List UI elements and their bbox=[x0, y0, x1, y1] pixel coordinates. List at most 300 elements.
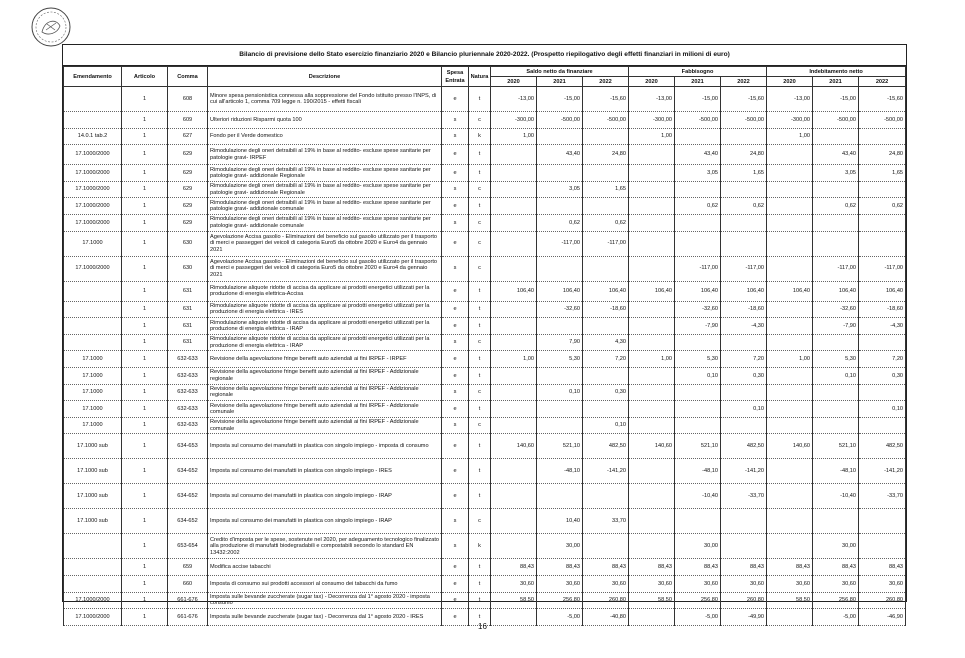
cell-natura: t bbox=[469, 145, 491, 165]
cell-descrizione: Imposta sul consumo dei manufatti in plastica con singolo impiego - IRAP bbox=[208, 484, 442, 509]
cell-value: -15,00 bbox=[537, 87, 583, 112]
cell-value bbox=[491, 198, 537, 215]
cell-value: 0,62 bbox=[537, 214, 583, 231]
cell-value bbox=[813, 334, 859, 351]
cell-value bbox=[629, 145, 675, 165]
cell-descrizione: Modifica accise tabacchi bbox=[208, 559, 442, 576]
cell-value: -117,00 bbox=[537, 231, 583, 256]
cell-natura: k bbox=[469, 534, 491, 559]
cell-value: 88,43 bbox=[537, 559, 583, 576]
cell-value: 3,05 bbox=[537, 181, 583, 198]
table-row bbox=[64, 181, 906, 198]
cell-comma: 632-633 bbox=[168, 351, 208, 368]
cell-value: 1,00 bbox=[629, 351, 675, 368]
cell-value bbox=[491, 509, 537, 534]
cell-value: 256,80 bbox=[537, 592, 583, 609]
cell-value bbox=[583, 401, 629, 418]
cell-descrizione: Imposta sul consumo dei manufatti in plastica con singolo impiego - IRAP bbox=[208, 509, 442, 534]
cell-natura: c bbox=[469, 334, 491, 351]
cell-value: 30,60 bbox=[491, 575, 537, 592]
header-year: 2021 bbox=[537, 77, 583, 87]
cell-value bbox=[721, 128, 767, 145]
cell-comma: 634-652 bbox=[168, 509, 208, 534]
cell-value bbox=[629, 334, 675, 351]
cell-comma: 634-653 bbox=[168, 434, 208, 459]
cell-articolo: 1 bbox=[122, 575, 168, 592]
cell-value bbox=[537, 256, 583, 281]
cell-descrizione: Rimodulazione aliquote ridotte di accisa da applicare ai prodotti energetici utilizzati per la produzione di energia elettrica - IRAP bbox=[208, 334, 442, 351]
cell-value: -18,60 bbox=[721, 301, 767, 318]
cell-value: -7,90 bbox=[813, 318, 859, 335]
cell-value: 1,00 bbox=[491, 351, 537, 368]
cell-value: -48,10 bbox=[537, 459, 583, 484]
cell-value: -15,00 bbox=[813, 87, 859, 112]
cell-descrizione: Imposta sul consumo dei manufatti in plastica con singolo impiego - imposta di consumo bbox=[208, 434, 442, 459]
cell-value: 1,65 bbox=[721, 165, 767, 182]
cell-natura: c bbox=[469, 214, 491, 231]
cell-value: 88,43 bbox=[491, 559, 537, 576]
cell-value bbox=[767, 417, 813, 434]
cell-comma: 629 bbox=[168, 198, 208, 215]
table-row bbox=[64, 534, 906, 559]
cell-value: 0,10 bbox=[721, 401, 767, 418]
cell-value: -141,20 bbox=[721, 459, 767, 484]
cell-value: 5,30 bbox=[813, 351, 859, 368]
cell-value: 30,60 bbox=[629, 575, 675, 592]
cell-value: -141,20 bbox=[859, 459, 906, 484]
cell-comma: 629 bbox=[168, 181, 208, 198]
cell-value bbox=[767, 509, 813, 534]
cell-articolo: 1 bbox=[122, 198, 168, 215]
cell-comma: 632-633 bbox=[168, 384, 208, 401]
cell-value: 106,40 bbox=[813, 281, 859, 301]
table-sheet bbox=[62, 44, 907, 620]
cell-value bbox=[767, 384, 813, 401]
cell-articolo: 1 bbox=[122, 231, 168, 256]
cell-natura: c bbox=[469, 231, 491, 256]
cell-value: -117,00 bbox=[675, 256, 721, 281]
cell-value bbox=[583, 128, 629, 145]
cell-emendamento: 17.1000 sub bbox=[64, 459, 122, 484]
cell-value bbox=[629, 231, 675, 256]
cell-value: 1,00 bbox=[629, 128, 675, 145]
cell-value: -117,00 bbox=[583, 231, 629, 256]
cell-descrizione: Rimodulazione degli oneri detraibili al 19% in base al reddito- escluse spese sanitarie per patologie gravi- addizionale Regionale bbox=[208, 181, 442, 198]
cell-value: -15,60 bbox=[721, 87, 767, 112]
cell-value bbox=[537, 128, 583, 145]
header-natura: Natura bbox=[469, 67, 491, 87]
cell-value bbox=[675, 214, 721, 231]
cell-value bbox=[767, 256, 813, 281]
cell-value bbox=[491, 214, 537, 231]
table-row bbox=[64, 417, 906, 434]
cell-articolo: 1 bbox=[122, 484, 168, 509]
cell-value: 88,43 bbox=[629, 559, 675, 576]
cell-value: 106,40 bbox=[537, 281, 583, 301]
cell-emendamento: 17.1000 sub bbox=[64, 434, 122, 459]
cell-articolo: 1 bbox=[122, 459, 168, 484]
cell-value: 260,80 bbox=[583, 592, 629, 609]
cell-articolo: 1 bbox=[122, 281, 168, 301]
cell-descrizione: Agevolazione Accisa gasolio - Eliminazioni del beneficio sul gasolio utilizzato per il trasporto di merci e passeggeri dei veicoli di categoria Euro5 da ottobre 2020 e Euro4 da gennaio 2021 bbox=[208, 231, 442, 256]
cell-emendamento: 17.1000 sub bbox=[64, 509, 122, 534]
cell-value: -141,20 bbox=[583, 459, 629, 484]
cell-value: 0,62 bbox=[813, 198, 859, 215]
cell-value bbox=[813, 214, 859, 231]
cell-value: -40,80 bbox=[583, 609, 629, 626]
cell-natura: c bbox=[469, 112, 491, 129]
header-emendamento: Emendamento bbox=[64, 67, 122, 87]
header-spesa-entrata: Spesa Entrata bbox=[442, 67, 469, 87]
cell-value: 24,80 bbox=[859, 145, 906, 165]
cell-value: -33,70 bbox=[721, 484, 767, 509]
cell-value: -15,00 bbox=[675, 87, 721, 112]
cell-descrizione: Imposta sulle bevande zuccherate (sugar tax) - Decorrenza dal 1° agosto 2020 - imposta consumo bbox=[208, 592, 442, 609]
cell-value: 24,80 bbox=[583, 145, 629, 165]
cell-value: 30,60 bbox=[675, 575, 721, 592]
cell-value bbox=[721, 214, 767, 231]
cell-value: 0,10 bbox=[583, 417, 629, 434]
cell-value: 30,60 bbox=[767, 575, 813, 592]
cell-emendamento: 17.1000/2000 bbox=[64, 198, 122, 215]
cell-value bbox=[675, 401, 721, 418]
cell-comma: 630 bbox=[168, 231, 208, 256]
cell-spesa-entrata: e bbox=[442, 609, 469, 626]
cell-value: -117,00 bbox=[721, 256, 767, 281]
cell-value bbox=[859, 181, 906, 198]
cell-value bbox=[491, 384, 537, 401]
table-row bbox=[64, 112, 906, 129]
cell-value: -15,60 bbox=[859, 87, 906, 112]
cell-value: -18,60 bbox=[859, 301, 906, 318]
financial-effects-table bbox=[63, 66, 906, 626]
cell-spesa-entrata: e bbox=[442, 318, 469, 335]
cell-spesa-entrata: s bbox=[442, 509, 469, 534]
cell-value bbox=[859, 231, 906, 256]
cell-value bbox=[537, 198, 583, 215]
cell-value bbox=[583, 198, 629, 215]
header-descrizione: Descrizione bbox=[208, 67, 442, 87]
table-row bbox=[64, 231, 906, 256]
cell-spesa-entrata: e bbox=[442, 559, 469, 576]
cell-value bbox=[491, 334, 537, 351]
cell-value: 1,65 bbox=[859, 165, 906, 182]
cell-comma: 632-633 bbox=[168, 367, 208, 384]
cell-emendamento: 14.0.1 tab.2 bbox=[64, 128, 122, 145]
cell-value bbox=[629, 384, 675, 401]
cell-value: 106,40 bbox=[629, 281, 675, 301]
cell-articolo: 1 bbox=[122, 256, 168, 281]
cell-value: 30,60 bbox=[537, 575, 583, 592]
cell-spesa-entrata: s bbox=[442, 534, 469, 559]
cell-value bbox=[859, 214, 906, 231]
cell-descrizione: Ulteriori riduzioni Risparmi quota 100 bbox=[208, 112, 442, 129]
cell-value bbox=[813, 384, 859, 401]
cell-emendamento: 17.1000 sub bbox=[64, 484, 122, 509]
cell-value bbox=[629, 198, 675, 215]
cell-natura: t bbox=[469, 301, 491, 318]
cell-value: 260,80 bbox=[859, 592, 906, 609]
cell-value bbox=[491, 256, 537, 281]
cell-value: 30,60 bbox=[721, 575, 767, 592]
header-comma: Comma bbox=[168, 67, 208, 87]
cell-value bbox=[629, 256, 675, 281]
cell-natura: t bbox=[469, 575, 491, 592]
cell-value bbox=[629, 417, 675, 434]
cell-emendamento bbox=[64, 318, 122, 335]
cell-value bbox=[767, 231, 813, 256]
cell-value bbox=[491, 459, 537, 484]
cell-value: -33,70 bbox=[859, 484, 906, 509]
cell-descrizione: Revisione della agevolazione fringe benefit auto aziendali ai fini IRPEF - Addizionale comunale bbox=[208, 401, 442, 418]
cell-value: 106,40 bbox=[675, 281, 721, 301]
cell-spesa-entrata: e bbox=[442, 434, 469, 459]
cell-value bbox=[491, 231, 537, 256]
cell-value: -300,00 bbox=[767, 112, 813, 129]
header-year: 2022 bbox=[721, 77, 767, 87]
cell-value bbox=[629, 214, 675, 231]
cell-natura: t bbox=[469, 198, 491, 215]
cell-articolo: 1 bbox=[122, 384, 168, 401]
cell-value bbox=[629, 459, 675, 484]
cell-emendamento bbox=[64, 575, 122, 592]
cell-value: 58,50 bbox=[629, 592, 675, 609]
table-row bbox=[64, 575, 906, 592]
cell-value: -300,00 bbox=[491, 112, 537, 129]
cell-value bbox=[491, 301, 537, 318]
cell-articolo: 1 bbox=[122, 128, 168, 145]
cell-articolo: 1 bbox=[122, 367, 168, 384]
table-row bbox=[64, 145, 906, 165]
cell-value: 30,60 bbox=[583, 575, 629, 592]
cell-natura: t bbox=[469, 401, 491, 418]
cell-value: -49,90 bbox=[721, 609, 767, 626]
cell-natura: t bbox=[469, 459, 491, 484]
cell-emendamento: 17.1000 bbox=[64, 384, 122, 401]
cell-value: -4,30 bbox=[721, 318, 767, 335]
cell-emendamento bbox=[64, 334, 122, 351]
table-row bbox=[64, 459, 906, 484]
cell-descrizione: Minore spesa pensionistica connessa alla soppressione del Fondo istituito presso l'INPS, di cui all'articolo 1, comma 709 legge n. 190/2015 - effetti fiscali bbox=[208, 87, 442, 112]
cell-value: 0,30 bbox=[721, 367, 767, 384]
cell-value bbox=[859, 384, 906, 401]
cell-value: 106,40 bbox=[583, 281, 629, 301]
cell-value bbox=[767, 165, 813, 182]
cell-comma: 629 bbox=[168, 214, 208, 231]
table-row bbox=[64, 256, 906, 281]
cell-value bbox=[491, 367, 537, 384]
cell-spesa-entrata: e bbox=[442, 145, 469, 165]
cell-value: 58,50 bbox=[491, 592, 537, 609]
cell-value: -46,90 bbox=[859, 609, 906, 626]
cell-spesa-entrata: e bbox=[442, 231, 469, 256]
cell-natura: t bbox=[469, 592, 491, 609]
cell-value bbox=[491, 484, 537, 509]
cell-value: -117,00 bbox=[859, 256, 906, 281]
header-year: 2022 bbox=[583, 77, 629, 87]
cell-value: 0,62 bbox=[721, 198, 767, 215]
cell-natura: t bbox=[469, 318, 491, 335]
cell-value: 140,60 bbox=[491, 434, 537, 459]
cell-value: 24,80 bbox=[721, 145, 767, 165]
table-row bbox=[64, 484, 906, 509]
cell-value: -13,00 bbox=[767, 87, 813, 112]
cell-comma: 629 bbox=[168, 145, 208, 165]
cell-value bbox=[767, 459, 813, 484]
cell-value bbox=[675, 334, 721, 351]
cell-value bbox=[859, 128, 906, 145]
cell-value: 88,43 bbox=[859, 559, 906, 576]
cell-value: 106,40 bbox=[721, 281, 767, 301]
cell-value: -300,00 bbox=[629, 112, 675, 129]
cell-emendamento: 17.1000/2000 bbox=[64, 214, 122, 231]
cell-descrizione: Rimodulazione degli oneri detraibili al 19% in base al reddito- escluse spese sanitarie per patologie gravi- addizionale comunale bbox=[208, 214, 442, 231]
header-year: 2020 bbox=[491, 77, 537, 87]
cell-value bbox=[813, 128, 859, 145]
cell-value: 0,10 bbox=[813, 367, 859, 384]
cell-articolo: 1 bbox=[122, 609, 168, 626]
cell-emendamento: 17.1000 bbox=[64, 417, 122, 434]
cell-value bbox=[629, 401, 675, 418]
cell-value: 10,40 bbox=[537, 509, 583, 534]
cell-emendamento: 17.1000/2000 bbox=[64, 592, 122, 609]
cell-value bbox=[491, 181, 537, 198]
cell-value bbox=[491, 534, 537, 559]
cell-value bbox=[721, 181, 767, 198]
cell-value: 1,00 bbox=[491, 128, 537, 145]
cell-value bbox=[767, 145, 813, 165]
cell-value: 256,80 bbox=[813, 592, 859, 609]
cell-comma: 632-633 bbox=[168, 417, 208, 434]
cell-value: -13,00 bbox=[629, 87, 675, 112]
cell-value bbox=[767, 301, 813, 318]
emblem-stamp-icon bbox=[30, 6, 72, 48]
cell-value: 0,62 bbox=[859, 198, 906, 215]
cell-value: 43,40 bbox=[537, 145, 583, 165]
cell-spesa-entrata: s bbox=[442, 112, 469, 129]
cell-natura: t bbox=[469, 87, 491, 112]
cell-spesa-entrata: e bbox=[442, 198, 469, 215]
header-fabbisogno: Fabbisogno bbox=[629, 67, 767, 77]
table-row bbox=[64, 592, 906, 609]
cell-value: -32,60 bbox=[675, 301, 721, 318]
cell-value: 0,30 bbox=[859, 367, 906, 384]
cell-spesa-entrata: e bbox=[442, 575, 469, 592]
cell-value: -13,00 bbox=[491, 87, 537, 112]
cell-comma: 631 bbox=[168, 318, 208, 335]
cell-value bbox=[629, 484, 675, 509]
cell-value bbox=[859, 334, 906, 351]
cell-value bbox=[491, 165, 537, 182]
table-row bbox=[64, 128, 906, 145]
cell-comma: 630 bbox=[168, 256, 208, 281]
cell-descrizione: Revisione della agevolazione fringe benefit auto aziendali ai fini IRPEF - Addizionale comunale bbox=[208, 417, 442, 434]
cell-value bbox=[537, 484, 583, 509]
cell-spesa-entrata: e bbox=[442, 367, 469, 384]
cell-descrizione: Revisione della agevolazione fringe benefit auto aziendali ai fini IRPEF - Addizionale regionale bbox=[208, 384, 442, 401]
cell-value bbox=[721, 384, 767, 401]
cell-value: -117,00 bbox=[813, 256, 859, 281]
cell-comma: 659 bbox=[168, 559, 208, 576]
cell-natura: c bbox=[469, 417, 491, 434]
cell-emendamento: 17.1000/2000 bbox=[64, 256, 122, 281]
header-year: 2021 bbox=[813, 77, 859, 87]
cell-value: -500,00 bbox=[813, 112, 859, 129]
cell-value bbox=[767, 198, 813, 215]
cell-natura: c bbox=[469, 384, 491, 401]
cell-value bbox=[721, 509, 767, 534]
cell-value bbox=[491, 401, 537, 418]
cell-value: 88,43 bbox=[813, 559, 859, 576]
cell-value bbox=[583, 256, 629, 281]
cell-value: 7,20 bbox=[859, 351, 906, 368]
cell-articolo: 1 bbox=[122, 145, 168, 165]
cell-articolo: 1 bbox=[122, 434, 168, 459]
cell-value: 106,40 bbox=[859, 281, 906, 301]
cell-spesa-entrata: s bbox=[442, 384, 469, 401]
cell-spesa-entrata: s bbox=[442, 334, 469, 351]
cell-value bbox=[675, 384, 721, 401]
cell-value bbox=[583, 367, 629, 384]
cell-value bbox=[859, 417, 906, 434]
cell-value bbox=[721, 417, 767, 434]
cell-value: 43,40 bbox=[675, 145, 721, 165]
cell-descrizione: Imposta sul consumo dei manufatti in plastica con singolo impiego - IRES bbox=[208, 459, 442, 484]
cell-descrizione: Revisione della agevolazione fringe benefit auto aziendali ai fini IRPEF - IRPEF bbox=[208, 351, 442, 368]
cell-value: 88,43 bbox=[675, 559, 721, 576]
cell-articolo: 1 bbox=[122, 351, 168, 368]
cell-spesa-entrata: e bbox=[442, 401, 469, 418]
cell-emendamento: 17.1000/2000 bbox=[64, 181, 122, 198]
cell-descrizione: Rimodulazione aliquote ridotte di accisa da applicare ai prodotti energetici utilizzati per la produzione di energia elettrica - IRAP bbox=[208, 318, 442, 335]
cell-value: -48,10 bbox=[675, 459, 721, 484]
cell-descrizione: Credito d'imposta per le spese, sostenute nel 2020, per adeguamento tecnologico finalizzato alla produzione di manufatti biodegradabili e compostabili secondo lo standard EN 13432:2002 bbox=[208, 534, 442, 559]
cell-value bbox=[583, 165, 629, 182]
cell-articolo: 1 bbox=[122, 592, 168, 609]
table-row bbox=[64, 509, 906, 534]
cell-spesa-entrata: e bbox=[442, 592, 469, 609]
cell-emendamento: 17.1000/2000 bbox=[64, 609, 122, 626]
cell-value bbox=[813, 231, 859, 256]
cell-value bbox=[629, 301, 675, 318]
cell-value bbox=[767, 367, 813, 384]
table-row bbox=[64, 434, 906, 459]
cell-spesa-entrata: e bbox=[442, 301, 469, 318]
cell-value: -7,90 bbox=[675, 318, 721, 335]
table-row bbox=[64, 165, 906, 182]
cell-value: 7,20 bbox=[721, 351, 767, 368]
cell-value: -10,40 bbox=[675, 484, 721, 509]
cell-spesa-entrata: s bbox=[442, 256, 469, 281]
cell-value bbox=[583, 484, 629, 509]
cell-emendamento bbox=[64, 559, 122, 576]
cell-comma: 629 bbox=[168, 165, 208, 182]
cell-articolo: 1 bbox=[122, 112, 168, 129]
cell-value: 5,30 bbox=[675, 351, 721, 368]
cell-value: 260,80 bbox=[721, 592, 767, 609]
cell-value: -18,60 bbox=[583, 301, 629, 318]
cell-emendamento: 17.1000 bbox=[64, 367, 122, 384]
cell-value bbox=[813, 181, 859, 198]
cell-descrizione: Rimodulazione degli oneri detraibili al 19% in base al reddito- escluse spese sanitarie per patologie gravi- addizionale comunale bbox=[208, 198, 442, 215]
cell-value: 7,20 bbox=[583, 351, 629, 368]
table-row bbox=[64, 367, 906, 384]
cell-emendamento bbox=[64, 281, 122, 301]
cell-comma: 631 bbox=[168, 281, 208, 301]
cell-spesa-entrata: s bbox=[442, 181, 469, 198]
cell-value bbox=[537, 318, 583, 335]
cell-value bbox=[767, 484, 813, 509]
